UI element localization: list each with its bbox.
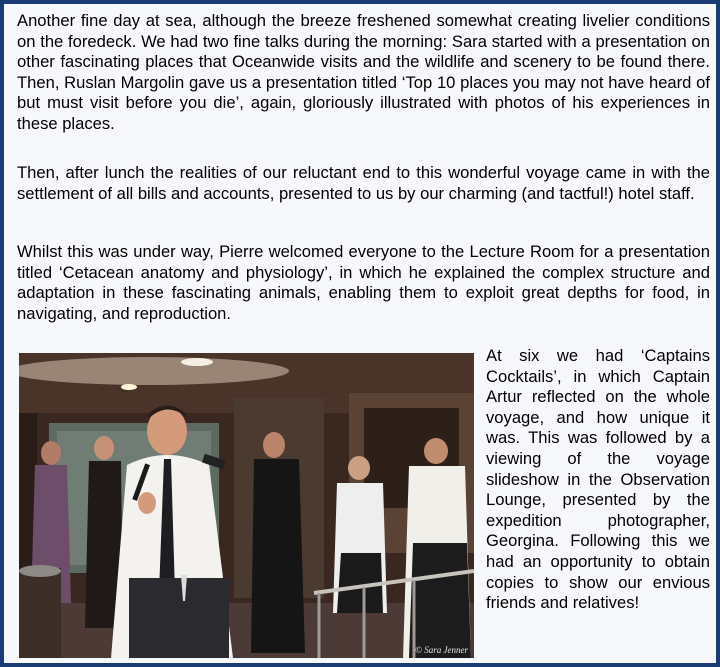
paragraph-sea-day-talks: Another fine day at sea, although the breeze freshened somewhat creating livelier conditions on the foredeck. We had two fine talks during the morning: Sara started with a presentation on other fascinating places that Oceanwide visits and the wildlife and scenery to be found there. Then, Ruslan Margolin gave us a presentation titled ‘Top 10 places you may not have heard of but must visit before you die’, again, gloriously illustrated with photos of his experiences in these places.: [17, 11, 710, 133]
paragraph-captains-cocktails: At six we had ‘Captains Cocktails’, in which Captain Artur reflected on the whole voyage, and how unique it was. This was followed by a viewing of the voyage slideshow in the Observation Lounge, presented by the expedition photographer, Georgina. Following this we had an opportunity to obtain copies to show our envious friends and relatives!: [486, 346, 710, 613]
paragraph-cetacean-lecture: Whilst this was under way, Pierre welcomed everyone to the Lecture Room for a presentation titled ‘Cetacean anatomy and physiology’, in which he explained the complex structure and adaptation in these fascinating animals, enabling them to exploit great depths for food, in navigating, and reproduction.: [17, 242, 710, 323]
photo-credit: © Sara Jenner: [415, 645, 468, 655]
captains-cocktails-photo: [19, 353, 474, 658]
photo-illustration: [19, 353, 474, 658]
paragraph-settlement: Then, after lunch the realities of our reluctant end to this wonderful voyage came in with the settlement of all bills and accounts, presented to us by our charming (and tactful!) hotel staff.: [17, 163, 710, 203]
